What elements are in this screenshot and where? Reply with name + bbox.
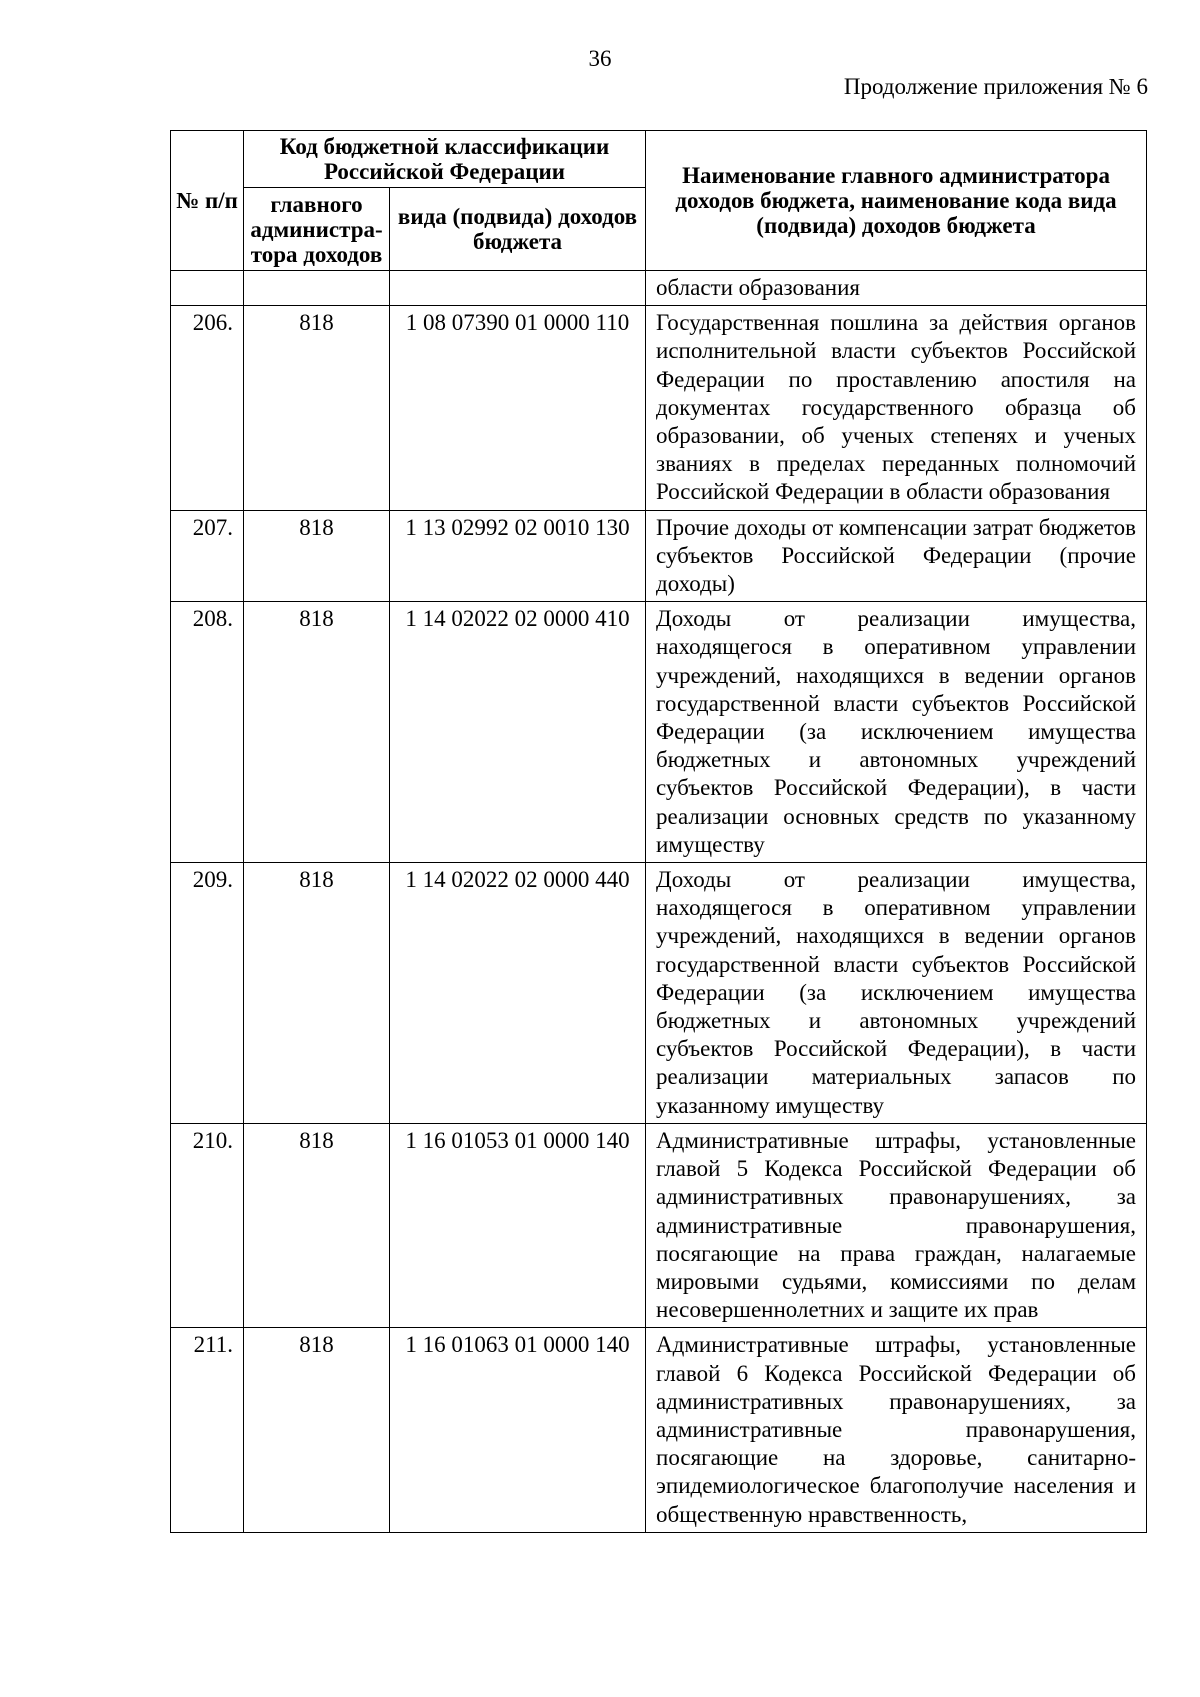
income-code-cell: 1 13 02992 02 0010 130 — [390, 510, 646, 602]
admin-code-cell: 818 — [244, 863, 390, 1124]
admin-code-cell: 818 — [244, 1123, 390, 1327]
row-number-cell: 210. — [171, 1123, 244, 1327]
income-code-cell: 1 16 01063 01 0000 140 — [390, 1328, 646, 1532]
income-name-cell: Прочие доходы от компенсации затрат бюджетов субъектов Российской Федерации (прочие доходы) — [646, 510, 1147, 602]
table-row — [171, 306, 1147, 510]
table-body — [171, 271, 1147, 1533]
admin-code-cell: 818 — [244, 510, 390, 602]
row-number-cell: 206. — [171, 306, 244, 510]
name-column-header: Наименование главного администратора доходов бюджета, наименование кода вида (подвида) доходов бюджета — [646, 131, 1147, 271]
row-number-cell: 209. — [171, 863, 244, 1124]
row-number-cell: 211. — [171, 1328, 244, 1532]
code-column-header: вида (подвида) доходов бюджета — [390, 188, 646, 271]
row-number-cell — [171, 271, 244, 306]
income-code-cell — [390, 271, 646, 306]
income-code-cell: 1 16 01053 01 0000 140 — [390, 1123, 646, 1327]
number-column-header: № п/п — [171, 131, 244, 271]
row-number-cell: 207. — [171, 510, 244, 602]
table-row — [171, 863, 1147, 1124]
admin-code-cell: 818 — [244, 306, 390, 510]
income-name-cell: Доходы от реализации имущества, находящегося в оперативном управлении учреждений, находящихся в ведении органов государственной власти субъектов Российской Федерации (за исключением имущества бюджетных и автономных учреждений субъектов Российской Федерации), в части реализации основных средств по указанному имуществу — [646, 602, 1147, 863]
table-row — [171, 1328, 1147, 1532]
table-row — [171, 602, 1147, 863]
table-row — [171, 271, 1147, 306]
admin-code-cell: 818 — [244, 1328, 390, 1532]
income-name-cell: области образования — [646, 271, 1147, 306]
continuation-label: Продолжение приложения № 6 — [843, 74, 1148, 99]
income-code-cell: 1 14 02022 02 0000 440 — [390, 863, 646, 1124]
revenue-codes-table — [170, 130, 1147, 1533]
income-name-cell: Доходы от реализации имущества, находящегося в оперативном управлении учреждений, находящихся в ведении органов государственной власти субъектов Российской Федерации (за исключением имущества бюджетных и автономных учреждений субъектов Российской Федерации), в части реализации материальных запасов по указанному имуществу — [646, 863, 1147, 1124]
kbk-group-header: Код бюджетной классификации Российской Федерации — [244, 131, 646, 188]
row-number-cell: 208. — [171, 602, 244, 863]
table-row — [171, 510, 1147, 602]
admin-code-cell — [244, 271, 390, 306]
admin-code-cell: 818 — [244, 602, 390, 863]
income-name-cell: Государственная пошлина за действия органов исполнительной власти субъектов Российской Федерации по проставлению апостиля на документах государственного образца об образовании, об ученых степенях и ученых званиях в пределах переданных полномочий Российской Федерации в области образования — [646, 306, 1147, 510]
table-row — [171, 1123, 1147, 1327]
income-name-cell: Административные штрафы, установленные главой 6 Кодекса Российской Федерации об административных правонарушениях, за административные правонарушения, посягающие на здоровье, санитарно-эпидемиологическое благополучие населения и общественную нравственность, — [646, 1328, 1147, 1532]
page-number: 36 — [588, 46, 612, 71]
income-code-cell: 1 14 02022 02 0000 410 — [390, 602, 646, 863]
income-name-cell: Административные штрафы, установленные главой 5 Кодекса Российской Федерации об административных правонарушениях, за административные правонарушения, посягающие на права граждан, налагаемые мировыми судьями, комиссиями по делам несовершеннолетних и защите их прав — [646, 1123, 1147, 1327]
admin-column-header: главного администра-тора доходов — [244, 188, 390, 271]
income-code-cell: 1 08 07390 01 0000 110 — [390, 306, 646, 510]
table-header-row — [171, 131, 1147, 188]
